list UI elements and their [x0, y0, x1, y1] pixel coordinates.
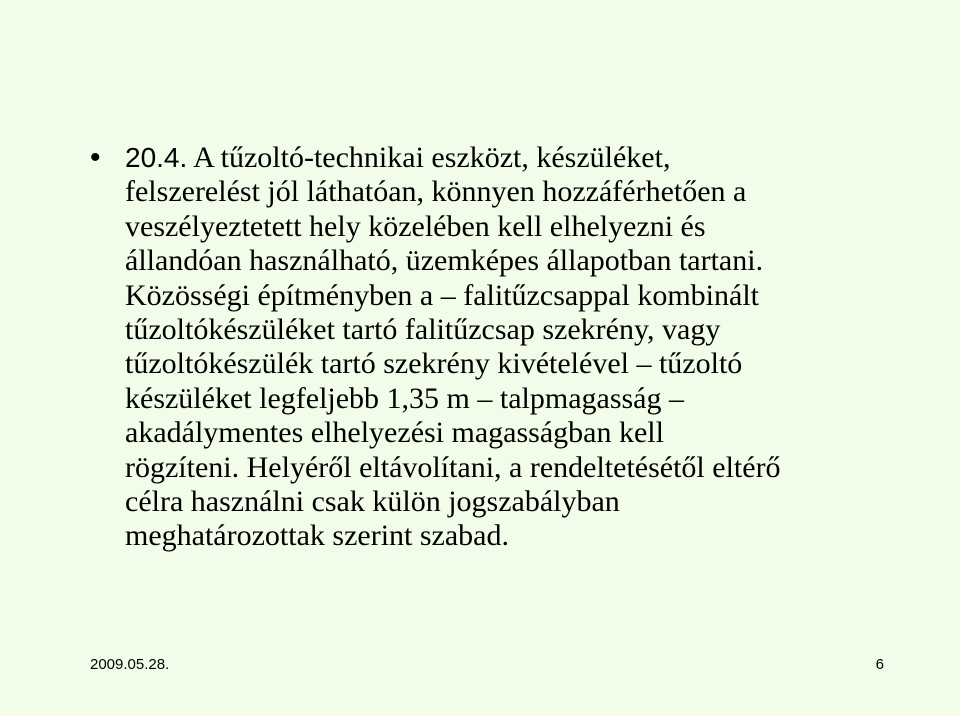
bullet-line-9: akadálymentes elhelyezési magasságban kell — [125, 416, 664, 450]
bullet-dot-icon: • — [90, 141, 101, 174]
footer-page-number: 6 — [875, 656, 884, 673]
bullet-line-11: célra használni csak külön jogszabályban — [125, 484, 620, 518]
footer-date: 2009.05.28. — [90, 656, 170, 673]
bullet-line-1: 20.4. A tűzoltó-technikai eszközt, készüléket, — [125, 141, 671, 174]
bullet-line-4: állandóan használható, üzemképes állapotban tartani. — [125, 244, 764, 278]
bullet-line-7: tűzoltókészülék tartó szekrény kivételével – tűzoltó — [125, 347, 743, 381]
bullet-line-6: tűzoltókészüléket tartó falitűzcsap szekrény, vagy — [125, 312, 721, 346]
bullet-line-2: felszerelést jól láthatóan, könnyen hozzáférhetően a — [125, 175, 747, 209]
bullet-line-5: Közösségi építményben a – falitűzcsappal kombinált — [125, 278, 759, 312]
bullet-line-10: rögzíteni. Helyéről eltávolítani, a rendeltetésétől eltérő — [125, 450, 781, 484]
bullet-text — [125, 141, 915, 554]
bullet-line-8: készüléket legfeljebb 1,35 m – talpmagasság – — [125, 381, 684, 415]
bullet-line-3: veszélyeztetett hely közelében kell elhelyezni és — [125, 209, 706, 243]
bullet-line-12: meghatározottak szerint szabad. — [125, 519, 509, 553]
section-number: 20.4. — [125, 142, 188, 173]
